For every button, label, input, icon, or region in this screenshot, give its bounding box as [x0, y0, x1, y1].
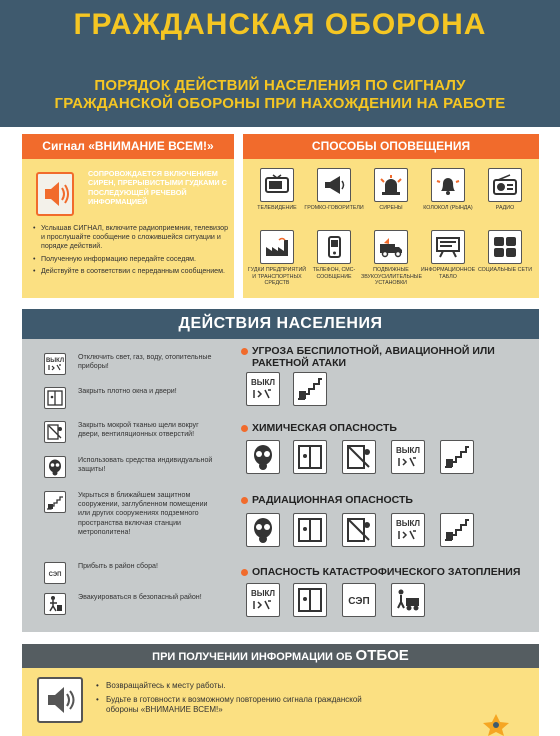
method-label: ТЕЛЕФОН, СМС-СООБЩЕНИЕ — [312, 267, 356, 280]
svg-text:ВЫКЛ: ВЫКЛ — [250, 378, 276, 387]
subtitle-line-2: ГРАЖДАНСКОЙ ОБОРОНЫ ПРИ НАХОЖДЕНИИ НА РАБОТЕ — [54, 95, 506, 112]
svg-text:ВЫКЛ: ВЫКЛ — [395, 519, 421, 528]
header — [0, 0, 560, 127]
social-networks-icon — [488, 230, 522, 264]
close-window-icon — [44, 387, 66, 409]
signal-steps — [32, 224, 230, 279]
svg-text:ВЫКЛ: ВЫКЛ — [395, 446, 421, 455]
list-item: • Будьте в готовности к возможному повторению сигнала гражданской обороны «ВНИМАНИЕ ВСЕМ!» — [96, 695, 396, 716]
list-item: • Действуйте в соответствии с переданным сообщением. — [32, 267, 230, 276]
sound-truck-icon — [374, 230, 408, 264]
emblem-logo — [481, 712, 511, 736]
all-clear-heading: ПРИ ПОЛУЧЕНИИ ИНФОРМАЦИИ ОБ ОТБОЕ — [22, 644, 539, 668]
assembly-point-icon — [342, 583, 376, 617]
loudspeaker-icon — [317, 168, 351, 202]
assembly-point-icon — [44, 562, 66, 584]
methods-heading: СПОСОБЫ ОПОВЕЩЕНИЯ — [243, 134, 539, 159]
phone-icon — [317, 230, 351, 264]
method-label: ПОДВИЖНЫЕ ЗВУКОУСИЛИТЕЛЬНЫЕ УСТАНОВКИ — [361, 267, 422, 286]
threat-title: УГРОЗА БЕСПИЛОТНОЙ, АВИАЦИОННОЙ ИЛИ РАКЕТНОЙ АТАКИ — [241, 346, 541, 369]
seal-door-icon — [342, 513, 376, 547]
method-sound-trucks — [361, 230, 421, 287]
method-info-board — [418, 230, 478, 280]
population-actions-panel: ДЕЙСТВИЯ НАСЕЛЕНИЯ ВЫКЛ Отключить свет, газ, воду, отопительные приборы! Закрыть плотно окна и двери! Закрыть мокрой тканью щели вокруг двери, вентиляционных отверстий! Использовать средства индивидуальной защиты! Укрыться в ближайшем защитном сооружении, заглубленном помещении или других сооружениях подземного пространства включая станции метрополитена! СЭП Прибыть в район сбора! Эвакуироваться в безопасный район! УГРОЗА БЕСПИЛОТНОЙ, АВИАЦИОННОЙ ИЛИ РАКЕТНОЙ АТАКИ ВЫКЛ ХИМИЧЕСКАЯ ОПАСНОСТЬ ВЫКЛ РАДИАЦИОННАЯ ОПАСНОСТЬ ВЫКЛ ОПАСНОСТЬ КАТАСТРОФИЧЕСКОГО ЗАТОПЛЕНИЯ ВЫКЛ СЭП — [22, 309, 539, 632]
seal-door-icon — [44, 421, 66, 443]
svg-text:СЭП: СЭП — [48, 572, 62, 578]
threat-title: ОПАСНОСТЬ КАТАСТРОФИЧЕСКОГО ЗАТОПЛЕНИЯ — [241, 567, 541, 579]
method-label: РАДИО — [495, 205, 515, 211]
evacuation-icon — [391, 583, 425, 617]
gas-mask-icon — [44, 456, 66, 478]
switch-off-icon — [246, 583, 280, 617]
method-label: ИНФОРМАЦИОННОЕ ТАБЛО — [420, 267, 476, 280]
signal-panel — [22, 134, 234, 298]
info-board-icon — [431, 230, 465, 264]
method-tv — [247, 168, 307, 212]
list-item: • Полученную информацию передайте соседям. — [32, 255, 230, 264]
method-loudspeakers — [304, 168, 364, 212]
close-window-icon — [293, 583, 327, 617]
all-clear-list — [96, 681, 396, 719]
page-title: ГРАЖДАНСКАЯ ОБОРОНА — [73, 8, 487, 41]
method-label: СИРЕНЫ — [379, 205, 403, 211]
all-clear-panel — [22, 644, 539, 736]
shelter-icon — [44, 491, 66, 513]
bell-icon — [431, 168, 465, 202]
tv-icon — [260, 168, 294, 202]
switch-off-icon — [391, 440, 425, 474]
loudspeaker-icon — [36, 172, 74, 216]
notification-methods-panel — [243, 134, 539, 298]
method-label: ГРОМКО-ГОВОРИТЕЛИ — [304, 205, 364, 211]
close-window-icon — [293, 440, 327, 474]
method-radio — [475, 168, 535, 212]
switch-off-icon — [391, 513, 425, 547]
signal-description: СОПРОВОЖДАЕТСЯ ВКЛЮЧЕНИЕМ СИРЕН, ПРЕРЫВИСТЫМИ ГУДКАМИ С ПОСЛЕДУЮЩЕЙ РЕЧЕВОЙ ИНФОРМАЦИЕЙ — [88, 169, 227, 206]
shelter-icon — [293, 372, 327, 406]
subtitle-line-1: ПОРЯДОК ДЕЙСТВИЙ НАСЕЛЕНИЯ ПО СИГНАЛУ — [94, 77, 466, 94]
threat-radiation — [241, 494, 541, 528]
switch-off-icon — [246, 372, 280, 406]
svg-text:СЭП: СЭП — [348, 596, 370, 607]
method-phone — [304, 230, 364, 280]
method-factory-horns — [247, 230, 307, 287]
list-item: • Услышав СИГНАЛ, включите радиоприемник, телевизор и прослушайте сообщение о сложившейся ситуации и порядке действий. — [32, 224, 230, 252]
method-label: КОЛОКОЛ (РЫНДА) — [423, 205, 473, 211]
radio-icon — [488, 168, 522, 202]
actions-heading: ДЕЙСТВИЯ НАСЕЛЕНИЯ — [22, 309, 539, 339]
threat-chemical — [241, 422, 541, 455]
method-label: ГУДКИ ПРЕДПРИЯТИЙ И ТРАНСПОРТНЫХ СРЕДСТВ — [247, 267, 307, 286]
siren-icon — [374, 168, 408, 202]
threat-flooding — [241, 566, 541, 607]
method-bell — [418, 168, 478, 212]
threat-title: ХИМИЧЕСКАЯ ОПАСНОСТЬ — [241, 423, 541, 435]
svg-text:ВЫКЛ: ВЫКЛ — [46, 358, 64, 364]
threat-title: РАДИАЦИОННАЯ ОПАСНОСТЬ — [241, 495, 541, 507]
evacuation-icon — [44, 593, 66, 615]
gas-mask-icon — [246, 440, 280, 474]
seal-door-icon — [342, 440, 376, 474]
gas-mask-icon — [246, 513, 280, 547]
switch-off-icon — [44, 353, 66, 375]
shelter-icon — [440, 513, 474, 547]
method-label: ТЕЛЕВИДЕНИЕ — [257, 205, 297, 211]
shelter-icon — [440, 440, 474, 474]
list-item: • Возвращайтесь к месту работы. — [96, 681, 396, 692]
page-subtitle — [0, 77, 560, 113]
speaker-icon — [37, 677, 83, 723]
close-window-icon — [293, 513, 327, 547]
method-sirens — [361, 168, 421, 212]
factory-horn-icon — [260, 230, 294, 264]
method-social-networks — [475, 230, 535, 274]
threat-air-attack — [241, 345, 541, 387]
method-label: СОЦИАЛЬНЫЕ СЕТИ — [477, 267, 533, 273]
svg-text:ВЫКЛ: ВЫКЛ — [250, 589, 276, 598]
signal-heading: Сигнал «ВНИМАНИЕ ВСЕМ!» — [22, 134, 234, 159]
